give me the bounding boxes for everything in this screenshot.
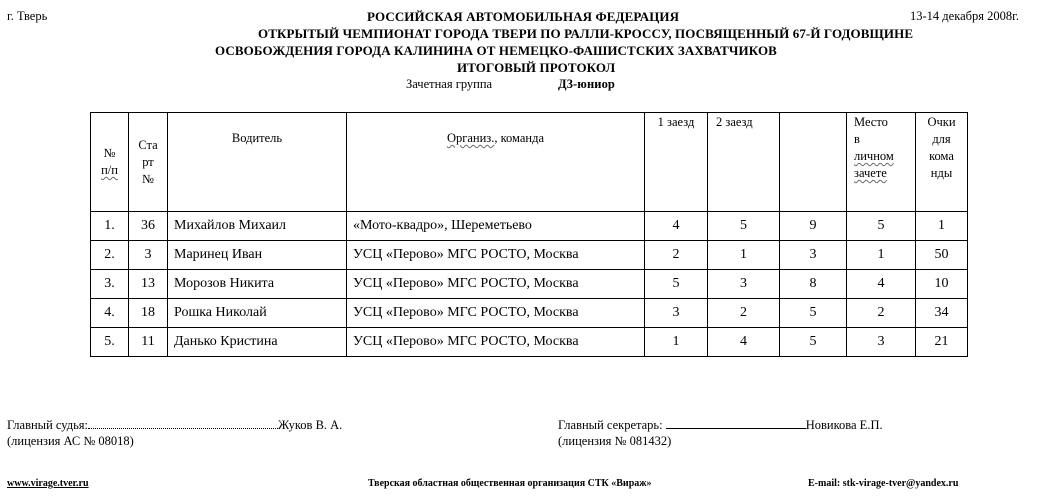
cell-sum: 9 — [780, 212, 847, 241]
table-row — [91, 299, 968, 328]
cell-org: УСЦ «Перово» МГС РОСТО, Москва — [347, 299, 645, 328]
judge-name: Жуков В. А. — [278, 418, 343, 432]
cell-sum: 8 — [780, 270, 847, 299]
header-num-line: п/п — [101, 163, 118, 177]
header-num — [91, 113, 129, 212]
table-header-row — [91, 113, 968, 212]
cell-start: 11 — [129, 328, 168, 357]
cell-heat1: 4 — [645, 212, 708, 241]
header-org — [347, 113, 645, 212]
secretary-signature-blank — [666, 428, 806, 429]
cell-heat2: 5 — [708, 212, 780, 241]
cell-points: 50 — [916, 241, 968, 270]
cell-driver: Рошка Николай — [168, 299, 347, 328]
cell-place: 3 — [847, 328, 916, 357]
cell-heat2: 2 — [708, 299, 780, 328]
judge-signature-line — [7, 418, 342, 433]
header-place-line: личном — [854, 149, 894, 163]
cell-place: 1 — [847, 241, 916, 270]
header-points-line: для — [932, 132, 951, 146]
header-points-line: кома — [929, 149, 954, 163]
header-driver-text: Водитель — [231, 131, 283, 145]
cell-num: 4. — [91, 299, 129, 328]
cell-driver: Данько Кристина — [168, 328, 347, 357]
cell-place: 5 — [847, 212, 916, 241]
header-org-text: Организ. — [446, 131, 495, 145]
cell-place: 2 — [847, 299, 916, 328]
cell-start: 13 — [129, 270, 168, 299]
secretary-name: Новикова Е.П. — [805, 418, 883, 432]
cell-driver: Михайлов Михаил — [168, 212, 347, 241]
cell-points: 34 — [916, 299, 968, 328]
secretary-signature-line — [558, 418, 883, 433]
header-heat1-text: 1 заезд — [657, 115, 695, 129]
header-num-line: № — [103, 146, 116, 160]
judge-license: (лицензия АС № 08018) — [7, 434, 134, 448]
cell-num: 3. — [91, 270, 129, 299]
cell-driver: Маринец Иван — [168, 241, 347, 270]
city-label: г. Тверь — [7, 9, 48, 23]
cell-num: 5. — [91, 328, 129, 357]
cell-place: 4 — [847, 270, 916, 299]
cell-start: 36 — [129, 212, 168, 241]
protocol-title: ИТОГОВЫЙ ПРОТОКОЛ — [457, 60, 616, 75]
website-link[interactable]: www.virage.tver.ru — [7, 478, 89, 489]
cell-heat1: 3 — [645, 299, 708, 328]
organization-name: Тверская областная общественная организация СТК «Вираж» — [368, 478, 652, 489]
results-table — [90, 112, 968, 357]
cell-heat2: 4 — [708, 328, 780, 357]
cell-start: 18 — [129, 299, 168, 328]
header-place-line: в — [854, 132, 860, 146]
cell-org: УСЦ «Перово» МГС РОСТО, Москва — [347, 328, 645, 357]
header-place — [847, 113, 916, 212]
header-start — [129, 113, 168, 212]
header-start-line: № — [142, 171, 154, 186]
table-row — [91, 270, 968, 299]
secretary-label: Главный секретарь: — [558, 418, 663, 432]
header-heat2 — [708, 113, 780, 212]
cell-start: 3 — [129, 241, 168, 270]
header-place-line: зачете — [854, 166, 887, 180]
cell-heat1: 5 — [645, 270, 708, 299]
header-points — [916, 113, 968, 212]
header-heat1 — [645, 113, 708, 212]
cell-heat1: 2 — [645, 241, 708, 270]
contact-email[interactable]: E-mail: stk-virage-tver@yandex.ru — [808, 478, 959, 489]
group-label: Зачетная группа — [406, 77, 493, 91]
cell-sum: 5 — [780, 328, 847, 357]
header-points-line: Очки — [927, 115, 956, 129]
event-date: 13-14 декабря 2008г. — [910, 9, 1019, 23]
secretary-license: (лицензия № 081432) — [558, 434, 672, 448]
cell-num: 1. — [91, 212, 129, 241]
cell-points: 21 — [916, 328, 968, 357]
header-points-line: нды — [930, 166, 953, 180]
header-org-text: , команда — [494, 131, 545, 145]
cell-points: 10 — [916, 270, 968, 299]
cell-sum: 5 — [780, 299, 847, 328]
championship-subtitle: ОСВОБОЖДЕНИЯ ГОРОДА КАЛИНИНА ОТ НЕМЕЦКО-ФАШИСТСКИХ ЗАХВАТЧИКОВ — [215, 43, 777, 58]
cell-org: «Мото-квадро», Шереметьево — [347, 212, 645, 241]
header-sum — [780, 113, 847, 212]
cell-sum: 3 — [780, 241, 847, 270]
cell-points: 1 — [916, 212, 968, 241]
cell-org: УСЦ «Перово» МГС РОСТО, Москва — [347, 241, 645, 270]
cell-org: УСЦ «Перово» МГС РОСТО, Москва — [347, 270, 645, 299]
judge-label: Главный судья: — [7, 418, 89, 432]
header-place-line: Место — [854, 115, 888, 129]
federation-title: РОССИЙСКАЯ АВТОМОБИЛЬНАЯ ФЕДЕРАЦИЯ — [367, 9, 680, 24]
table-row — [91, 328, 968, 357]
cell-driver: Морозов Никита — [168, 270, 347, 299]
table-row — [91, 212, 968, 241]
cell-heat1: 1 — [645, 328, 708, 357]
group-value: Д3-юниор — [558, 77, 615, 91]
header-start-line: рт — [142, 154, 154, 169]
cell-heat2: 3 — [708, 270, 780, 299]
judge-signature-blank — [88, 428, 278, 429]
header-driver — [168, 113, 347, 212]
table-row — [91, 241, 968, 270]
cell-num: 2. — [91, 241, 129, 270]
cell-heat2: 1 — [708, 241, 780, 270]
header-heat2-text: 2 заезд — [716, 115, 753, 129]
championship-title: ОТКРЫТЫЙ ЧЕМПИОНАТ ГОРОДА ТВЕРИ ПО РАЛЛИ-КРОССУ, ПОСВЯЩЕННЫЙ 67-Й ГОДОВЩИНЕ — [258, 26, 914, 41]
header-start-line: Ста — [138, 137, 158, 152]
